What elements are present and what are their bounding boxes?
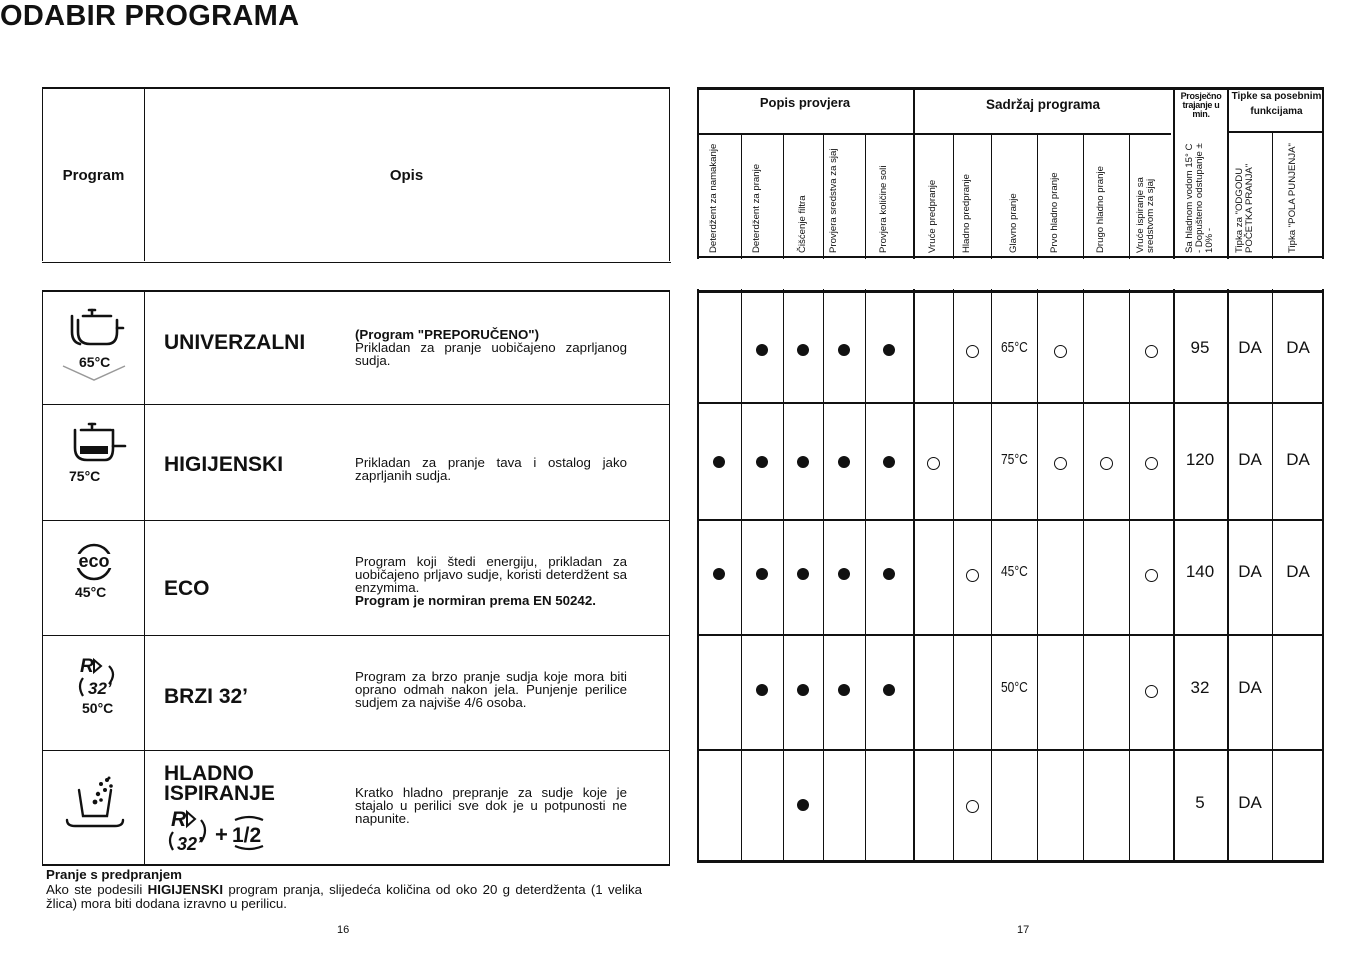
rapid-half-load-icon	[165, 806, 305, 856]
group-header-sadrzaj: Sadržaj programa	[985, 97, 1101, 112]
duration-value: 5	[1195, 793, 1205, 812]
delay-button-value: DA	[1238, 678, 1262, 697]
rapid-label: 32’	[88, 679, 112, 698]
filled-dot-icon	[756, 568, 768, 580]
note-text: Ako ste podesili HIGIJENSKI program pranja, slijedeća količina od oko 20 g deterdženta (1 velika žlica) mora biti dodana izravno u perilicu.	[46, 881, 642, 911]
filled-dot-icon	[756, 684, 768, 696]
program-description: Program koji štedi energiju, prikladan za uobičajeno prljavo sudje, koristi deterdžent sa enzymima. Program je normiran prema EN 50242.	[355, 554, 627, 608]
filled-dot-icon	[838, 568, 850, 580]
duration-value: 120	[1185, 450, 1215, 469]
delay-button-value: DA	[1238, 793, 1262, 812]
temp-label: 45°C	[75, 584, 107, 600]
column-label: Glavno pranje	[1008, 193, 1019, 253]
open-circle-icon	[1145, 345, 1158, 358]
filled-dot-icon	[883, 456, 895, 468]
delay-button-value: DA	[1238, 450, 1262, 469]
temperature-value: 75°C	[1001, 451, 1028, 468]
program-description: Program za brzo pranje sudja koje mora biti oprano odmah nakon jela. Punjenje perilice sudjem za najviše 4/6 osoba.	[355, 669, 627, 710]
column-label: Vruće ispiranje sa sredstvom za sjaj	[1135, 177, 1156, 253]
filled-dot-icon	[838, 684, 850, 696]
program-details-table	[697, 87, 1324, 862]
open-circle-icon	[1054, 457, 1067, 470]
page-number-right: 17	[1017, 924, 1030, 936]
column-label: Tipka "POLA PUNJENJA"	[1287, 143, 1298, 253]
filled-dot-icon	[797, 344, 809, 356]
svg-text:1/2: 1/2	[232, 824, 262, 847]
duration-value: 140	[1185, 562, 1215, 581]
program-name: UNIVERZALNI	[164, 331, 306, 354]
column-label: Čišćenje filtra	[797, 195, 808, 253]
open-circle-icon	[966, 569, 979, 582]
column-label: Drugo hladno pranje	[1095, 166, 1106, 253]
svg-text:eco: eco	[78, 551, 110, 571]
filled-dot-icon	[883, 344, 895, 356]
program-table	[42, 290, 670, 866]
svg-text:R: R	[80, 656, 94, 677]
filled-dot-icon	[797, 799, 809, 811]
program-name: ECO	[164, 577, 210, 600]
column-header-program: Program	[62, 167, 125, 184]
temp-label: 75°C	[69, 468, 101, 484]
program-description: (Program "PREPORUČENO") Prikladan za pranje uobičajeno zaprljanog sudja.	[355, 327, 627, 368]
open-circle-icon	[966, 800, 979, 813]
page-number-left: 16	[337, 924, 350, 936]
column-label: Deterdžent za pranje	[751, 163, 762, 253]
svg-text:R: R	[171, 808, 187, 831]
filled-dot-icon	[756, 456, 768, 468]
program-name: BRZI 32’	[164, 685, 249, 708]
filled-dot-icon	[713, 568, 725, 580]
filled-dot-icon	[838, 344, 850, 356]
filled-dot-icon	[713, 456, 725, 468]
pot-65-icon	[53, 306, 135, 390]
duration-value: 95	[1190, 338, 1210, 357]
filled-dot-icon	[883, 684, 895, 696]
column-label: Vruće predpranje	[927, 179, 938, 253]
filled-dot-icon	[797, 456, 809, 468]
half-load-button-value: DA	[1286, 450, 1310, 469]
column-label: Deterdžent za namakanje	[708, 143, 719, 253]
filled-dot-icon	[797, 684, 809, 696]
prewash-note	[46, 868, 642, 912]
open-circle-icon	[1145, 685, 1158, 698]
open-circle-icon	[927, 457, 940, 470]
half-load-button-value: DA	[1286, 338, 1310, 357]
filled-dot-icon	[883, 568, 895, 580]
temperature-value: 50°C	[1001, 679, 1028, 696]
program-description: Kratko hladno prepranje za sudje koje je stajalo u perilici sve dok je u potpunosti ne napunite.	[355, 785, 627, 826]
eco-45-icon	[53, 540, 135, 620]
open-circle-icon	[1145, 457, 1158, 470]
column-header-opis: Opis	[389, 167, 424, 184]
column-label: Provjera količine soli	[878, 165, 889, 253]
temperature-value: 65°C	[1001, 339, 1028, 356]
group-header-popis: Popis provjera	[759, 95, 851, 110]
program-description: Prikladan za pranje tava i ostalog jako zaprljanih sudja.	[355, 455, 627, 483]
filled-dot-icon	[797, 568, 809, 580]
open-circle-icon	[1145, 569, 1158, 582]
column-label: Sa hladnom vodom 15° C - Dopušteno odstupanje ± 10% -	[1184, 143, 1215, 253]
filled-dot-icon	[756, 344, 768, 356]
temp-label: 50°C	[82, 700, 114, 716]
column-label: Provjera sredstva za sjaj	[828, 148, 839, 253]
open-circle-icon	[966, 345, 979, 358]
group-header-buttons: Tipke sa posebnim funkcijama	[1231, 91, 1322, 117]
open-circle-icon	[1054, 345, 1067, 358]
svg-text:32’: 32’	[177, 834, 203, 854]
page-title: ODABIR PROGRAMA	[0, 0, 300, 32]
group-header-duration: Prosječno trajanje u min.	[1180, 91, 1222, 119]
half-load-button-value: DA	[1286, 562, 1310, 581]
cold-rinse-icon	[53, 774, 135, 834]
rapid-32-icon	[53, 654, 135, 734]
duration-value: 32	[1190, 678, 1210, 697]
program-name: HIGIJENSKI	[164, 453, 284, 476]
temperature-value: 45°C	[1001, 563, 1028, 580]
delay-button-value: DA	[1238, 338, 1262, 357]
program-table-header	[42, 87, 670, 261]
open-circle-icon	[1100, 457, 1113, 470]
pot-75-icon	[53, 420, 135, 500]
column-label: Tipka za "ODGODU POČETKA PRANJA"	[1233, 163, 1255, 253]
program-name: HLADNO ISPIRANJE	[164, 762, 275, 805]
column-label: Hladno predpranje	[961, 174, 972, 253]
svg-text:+: +	[215, 822, 228, 847]
delay-button-value: DA	[1238, 562, 1262, 581]
filled-dot-icon	[838, 456, 850, 468]
temp-label: 65°C	[79, 354, 111, 370]
column-label: Prvo hladno pranje	[1049, 172, 1060, 253]
note-title: Pranje s predpranjem	[46, 867, 182, 882]
